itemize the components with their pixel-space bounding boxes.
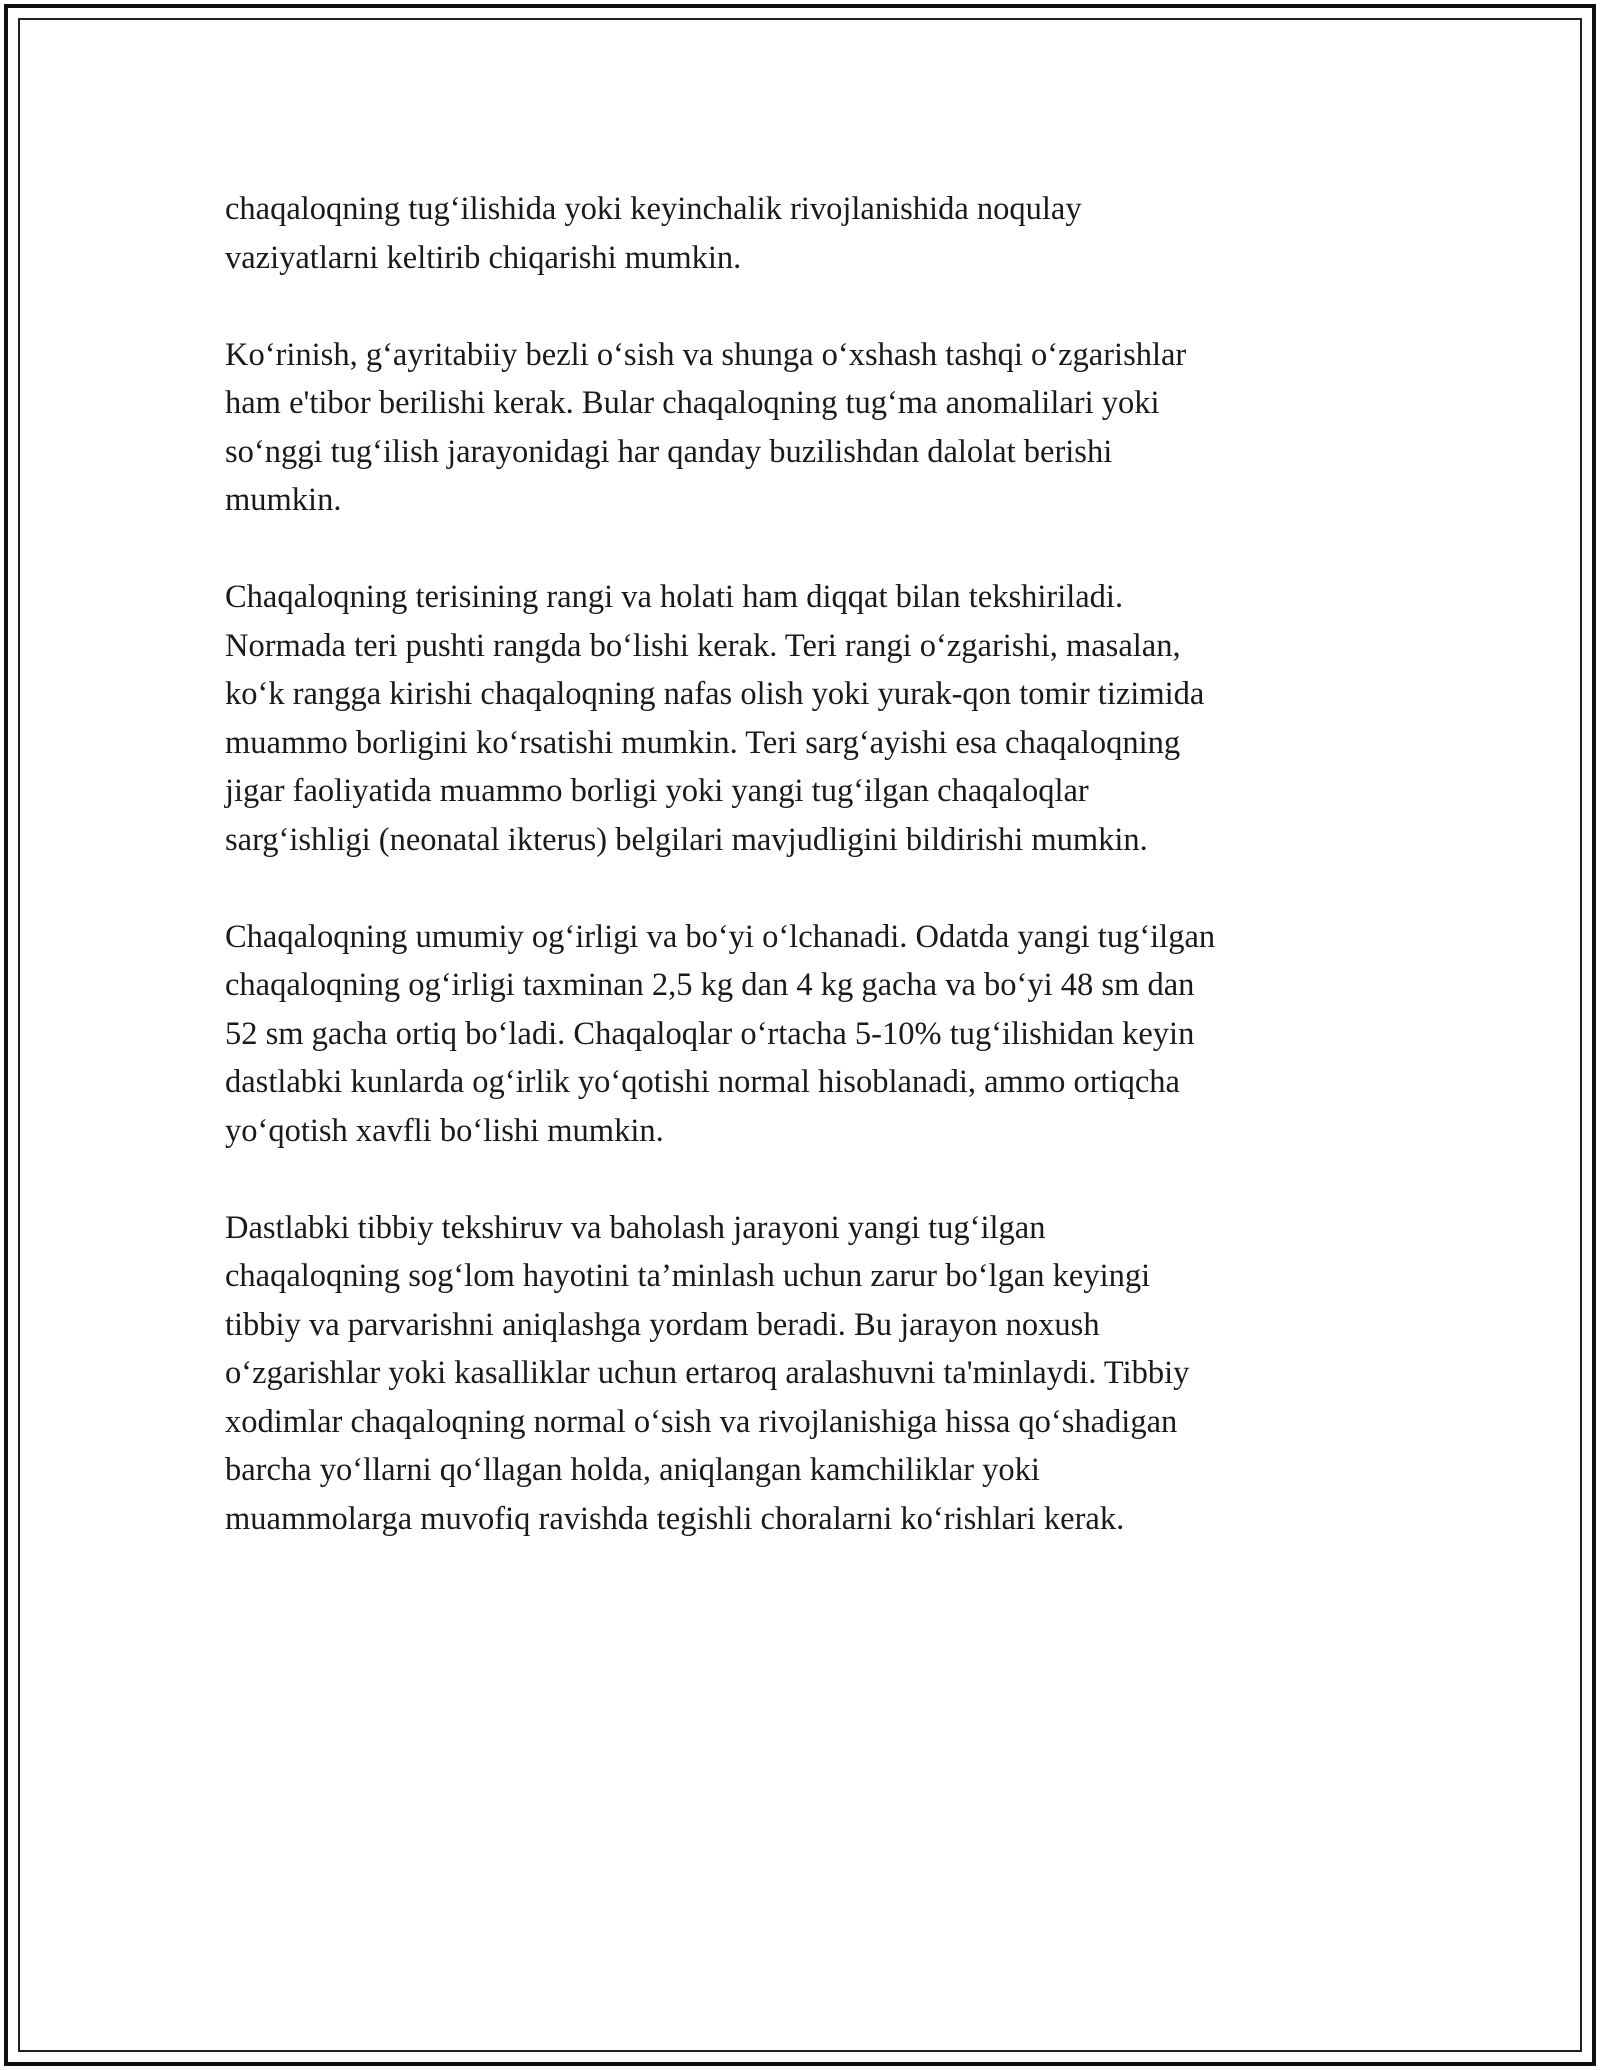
text-line: Dastlabki tibbiy tekshiruv va baholash jarayoni yangi tug‘ilgan <box>225 1209 1046 1246</box>
text-line: dastlabki kunlarda og‘irlik yo‘qotishi normal hisoblanadi, ammo ortiqcha <box>225 1064 1180 1100</box>
paragraph-1 <box>225 185 1395 282</box>
text-line: Chaqaloqning terisining rangi va holati ham diqqat bilan tekshiriladi. <box>225 579 1124 615</box>
text-line: Normada teri pushti rangda bo‘lishi kerak. Teri rangi o‘zgarishi, masalan, <box>225 627 1181 664</box>
text-line: sarg‘ishligi (neonatal ikterus) belgilari mavjudligini bildirishi mumkin. <box>225 821 1148 858</box>
text-line: tibbiy va parvarishni aniqlashga yordam beradi. Bu jarayon noxush <box>225 1306 1100 1343</box>
text-line: muammo borligini ko‘rsatishi mumkin. Teri sarg‘ayishi esa chaqaloqning <box>225 724 1181 761</box>
text-line: yo‘qotish xavfli bo‘lishi mumkin. <box>225 1112 664 1149</box>
text-line: chaqaloqning tug‘ilishida yoki keyinchalik rivojlanishida noqulay <box>225 191 1082 227</box>
text-line: ham e'tibor berilishi kerak. Bular chaqaloqning tug‘ma anomalilari yoki <box>225 385 1160 421</box>
text-line: chaqaloqning sog‘lom hayotini ta’minlash uchun zarur bo‘lgan keyingi <box>225 1258 1151 1294</box>
text-line: Chaqaloqning umumiy og‘irligi va bo‘yi o‘lchanadi. Odatda yangi tug‘ilgan <box>225 918 1216 955</box>
text-line: Ko‘rinish, g‘ayritabiiy bezli o‘sish va shunga o‘xshash tashqi o‘zgarishlar <box>225 336 1187 373</box>
text-line: mumkin. <box>225 482 342 518</box>
paragraph-3 <box>225 573 1395 864</box>
paragraph-4 <box>225 913 1395 1156</box>
text-line: muammolarga muvofiq ravishda tegishli choralarni ko‘rishlari kerak. <box>225 1500 1125 1537</box>
text-line: jigar faoliyatida muammo borligi yoki yangi tug‘ilgan chaqaloqlar <box>225 773 1089 809</box>
text-line: chaqaloqning og‘irligi taxminan 2,5 kg dan 4 kg gacha va bo‘yi 48 sm dan <box>225 967 1195 1003</box>
paragraph-5 <box>225 1204 1395 1544</box>
text-line: ko‘k rangga kirishi chaqaloqning nafas olish yoki yurak-qon tomir tizimida <box>225 676 1205 712</box>
document-body <box>225 185 1395 1592</box>
paragraph-2 <box>225 331 1395 525</box>
text-line: barcha yo‘llarni qo‘llagan holda, aniqlangan kamchiliklar yoki <box>225 1452 1040 1488</box>
text-line: xodimlar chaqaloqning normal o‘sish va rivojlanishiga hissa qo‘shadigan <box>225 1403 1178 1440</box>
text-line: 52 sm gacha ortiq bo‘ladi. Chaqaloqlar o‘rtacha 5-10% tug‘ilishidan keyin <box>225 1015 1195 1052</box>
text-line: so‘nggi tug‘ilish jarayonidagi har qanday buzilishdan dalolat berishi <box>225 433 1113 470</box>
text-line: o‘zgarishlar yoki kasalliklar uchun ertaroq aralashuvni ta'minlaydi. Tibbiy <box>225 1355 1190 1391</box>
text-line: vaziyatlarni keltirib chiqarishi mumkin. <box>225 239 742 276</box>
